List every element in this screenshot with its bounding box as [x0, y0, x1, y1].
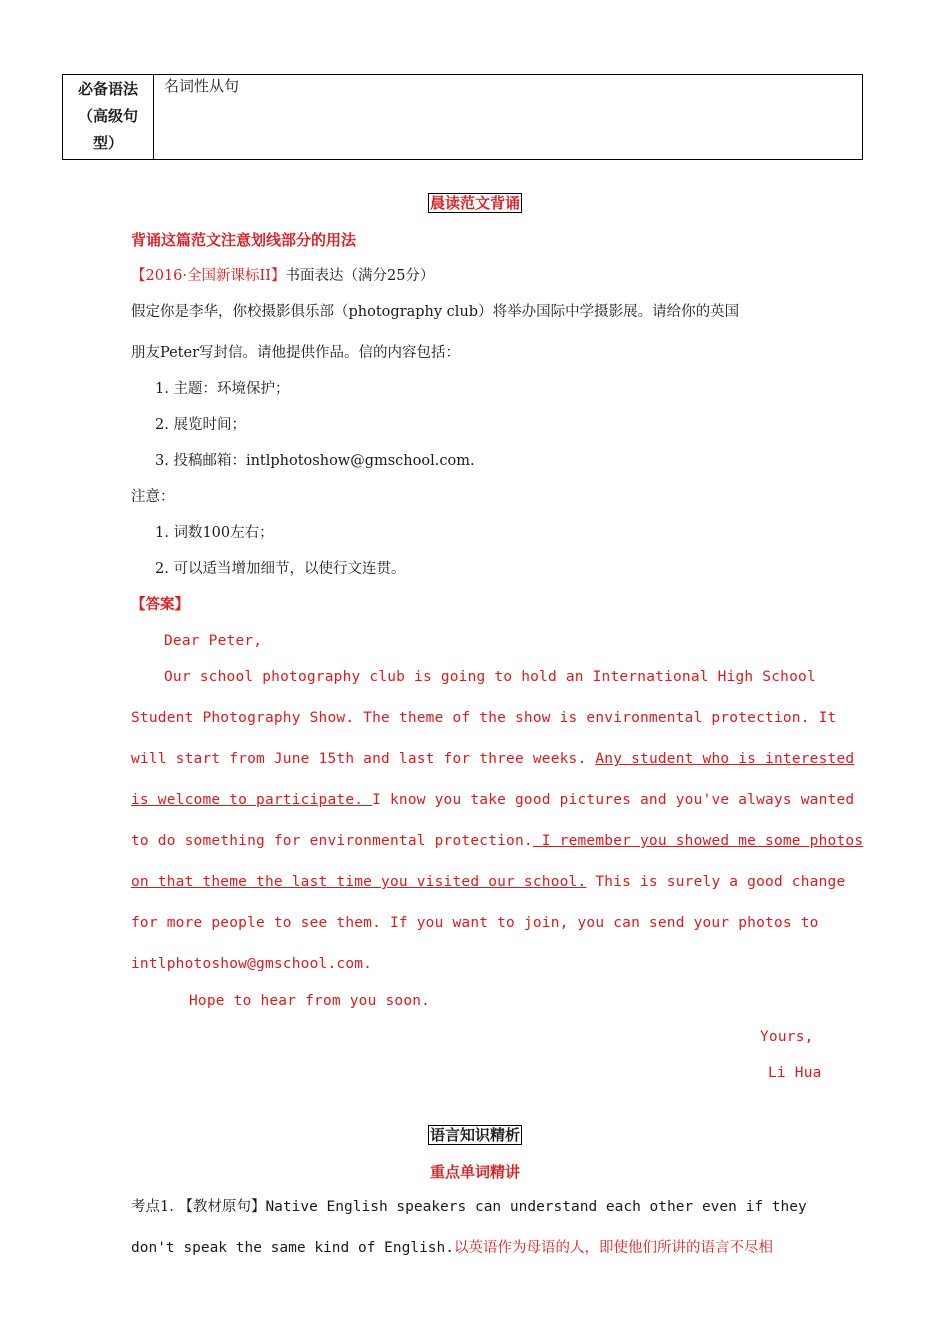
grammar-table-label: 必备语法 （高级句 型）	[63, 75, 154, 159]
letter-greeting: Dear Peter,	[164, 633, 263, 649]
point-1: 1. 主题：环境保护；	[155, 381, 290, 397]
answer-label: 【答案】	[131, 597, 189, 613]
letter-sign-name: Li Hua	[768, 1065, 822, 1081]
note-2: 2. 可以适当增加细节，以使行文连贯。	[155, 561, 406, 577]
grammar-table-content: 名词性从句	[164, 77, 240, 95]
point-2: 2. 展览时间；	[155, 417, 246, 433]
letter-closing: Hope to hear from you soon.	[189, 993, 431, 1009]
section-subtitle-key-words: 重点单词精讲	[429, 1163, 520, 1181]
letter-line-1: Our school photography club is going to hold an International High School	[164, 669, 816, 685]
point-1-line-2: don't speak the same kind of English.以英语作为母语的人，即使他们所讲的语言不尽相	[131, 1240, 774, 1256]
recite-instruction: 背诵这篇范文注意划线部分的用法	[131, 231, 357, 249]
letter-line-3: will start from June 15th and last for three weeks. Any student who is interested	[131, 751, 855, 767]
letter-line-5: to do something for environmental protection. I remember you showed me some photos	[131, 833, 864, 849]
note-1: 1. 词数100左右；	[155, 525, 274, 541]
point-3: 3. 投稿邮箱：intlphotoshow@gmschool.com.	[155, 453, 475, 469]
point-1-line: 考点1. 【教材原句】Native English speakers can understand each other even if they	[131, 1199, 807, 1215]
letter-line-2: Student Photography Show. The theme of the show is environmental protection. It	[131, 710, 837, 726]
grammar-table	[62, 74, 863, 160]
section-title-morning-reading: 晨读范文背诵	[429, 194, 520, 212]
note-label: 注意：	[131, 489, 175, 505]
prompt-line-1: 假定你是李华，你校摄影俱乐部（photography club）将举办国际中学摄影展。请给你的英国	[131, 304, 740, 320]
letter-line-7: for more people to see them. If you want to join, you can send your photos to	[131, 915, 819, 931]
letter-line-6: on that theme the last time you visited our school. This is surely a good change	[131, 874, 846, 890]
source-line: 【2016·全国新课标II】书面表达（满分25分）	[131, 268, 435, 284]
letter-line-4: is welcome to participate. I know you take good pictures and you've always wanted	[131, 792, 855, 808]
prompt-line-2: 朋友Peter写封信。请他提供作品。信的内容包括：	[131, 345, 461, 361]
section-title-language-analysis: 语言知识精析	[429, 1126, 520, 1144]
letter-sign-yours: Yours,	[760, 1029, 814, 1045]
letter-line-8: intlphotoshow@gmschool.com.	[131, 956, 373, 972]
